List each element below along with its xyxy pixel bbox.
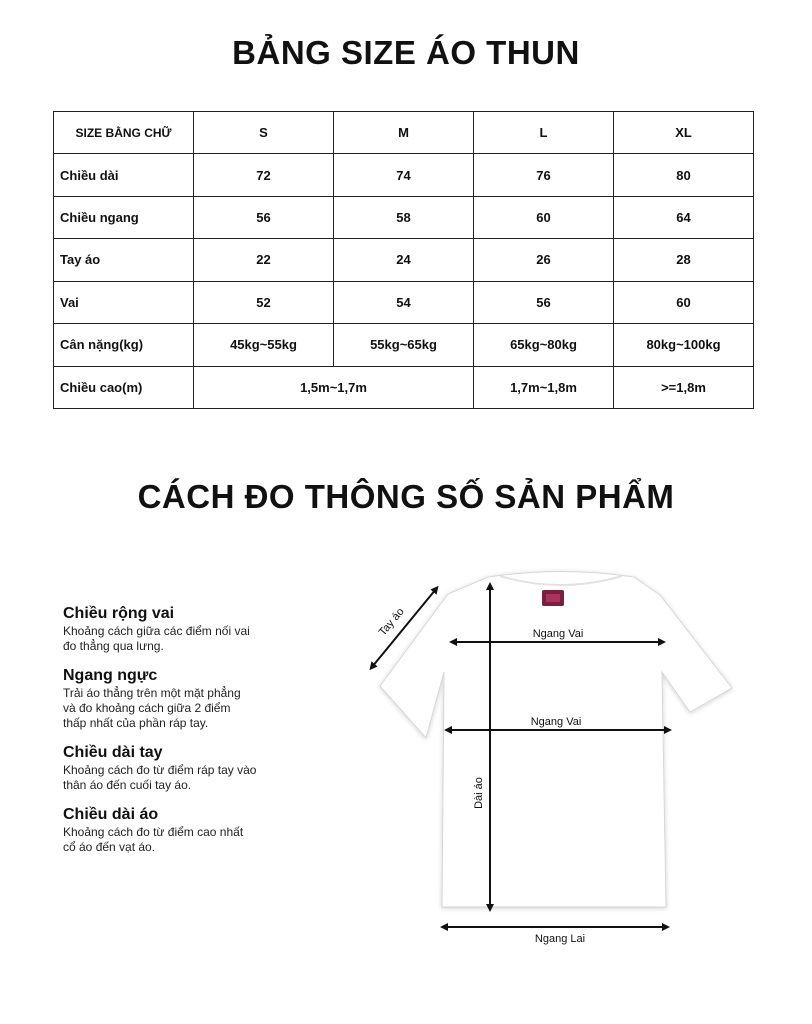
measure-guide-list	[63, 604, 293, 867]
guide-heading: Chiều dài áo	[63, 806, 159, 823]
row-label: Chiều dài	[54, 154, 194, 196]
table-row	[54, 239, 754, 281]
guide-item-sleeve-length	[63, 743, 293, 793]
guide-item-shoulder-width	[63, 604, 293, 654]
row-label: Tay áo	[54, 239, 194, 281]
guide-heading: Chiều dài tay	[63, 744, 163, 761]
table-cell: 52	[194, 281, 334, 323]
table-cell: 65kg~80kg	[474, 324, 614, 366]
guide-text: Khoảng cách giữa các điểm nối vai	[63, 624, 250, 638]
tshirt-measure-diagram	[360, 560, 760, 960]
guide-text: thấp nhất của phần ráp tay.	[63, 716, 209, 730]
row-label: Chiều cao(m)	[54, 366, 194, 408]
size-table-title: BẢNG SIZE ÁO THUN	[232, 34, 580, 71]
chest-width-label: Ngang Vai	[530, 716, 582, 728]
guide-item-body-length	[63, 805, 293, 855]
guide-item-chest-width	[63, 666, 293, 731]
table-cell: 56	[474, 281, 614, 323]
header-cell-size-label: SIZE BẰNG CHỮ	[54, 112, 194, 154]
table-row	[54, 281, 754, 323]
guide-text: Khoảng cách đo từ điểm ráp tay vào	[63, 763, 257, 777]
table-cell: 80	[614, 154, 754, 196]
table-cell: 60	[614, 281, 754, 323]
guide-heading: Chiều rộng vai	[63, 605, 175, 622]
table-cell: 24	[334, 239, 474, 281]
table-cell: 80kg~100kg	[614, 324, 754, 366]
header-cell-l: L	[474, 112, 614, 154]
brand-tag-logo	[546, 594, 560, 602]
table-row	[54, 324, 754, 366]
table-cell: 64	[614, 196, 754, 238]
table-cell: 55kg~65kg	[334, 324, 474, 366]
row-label: Chiều ngang	[54, 196, 194, 238]
table-cell: 56	[194, 196, 334, 238]
tshirt-shape	[380, 572, 732, 908]
guide-text: Trải áo thẳng trên một mặt phẳng	[63, 686, 241, 700]
guide-text: đo thẳng qua lưng.	[63, 639, 164, 653]
table-row	[54, 196, 754, 238]
guide-text: Khoảng cách đo từ điểm cao nhất	[63, 825, 244, 839]
table-cell: 22	[194, 239, 334, 281]
sleeve-length-label: Tay áo	[376, 605, 407, 639]
table-cell: 72	[194, 154, 334, 196]
table-cell: 28	[614, 239, 754, 281]
guide-heading: Ngang ngực	[63, 667, 158, 684]
table-cell: 1,7m~1,8m	[474, 366, 614, 408]
table-cell: 45kg~55kg	[194, 324, 334, 366]
table-cell: 74	[334, 154, 474, 196]
size-table-header-row	[54, 112, 754, 154]
row-label: Cân nặng(kg)	[54, 324, 194, 366]
table-cell: 76	[474, 154, 614, 196]
shoulder-width-label: Ngang Vai	[532, 628, 584, 640]
body-length-label: Dài áo	[473, 777, 485, 809]
measure-guide-title: CÁCH ĐO THÔNG SỐ SẢN PHẨM	[137, 478, 675, 515]
table-cell: >=1,8m	[614, 366, 754, 408]
table-cell: 54	[334, 281, 474, 323]
row-label: Vai	[54, 281, 194, 323]
table-row	[54, 366, 754, 408]
table-cell: 26	[474, 239, 614, 281]
header-cell-xl: XL	[614, 112, 754, 154]
header-cell-s: S	[194, 112, 334, 154]
table-cell: 58	[334, 196, 474, 238]
table-row	[54, 154, 754, 196]
table-cell: 1,5m~1,7m	[194, 366, 474, 408]
guide-text: cổ áo đến vạt áo.	[63, 840, 156, 854]
guide-text: và đo khoảng cách giữa 2 điểm	[63, 701, 231, 715]
table-cell: 60	[474, 196, 614, 238]
header-cell-m: M	[334, 112, 474, 154]
guide-text: thân áo đến cuối tay áo.	[63, 778, 192, 792]
size-table	[53, 111, 754, 409]
hem-width-label: Ngang Lai	[534, 933, 586, 945]
